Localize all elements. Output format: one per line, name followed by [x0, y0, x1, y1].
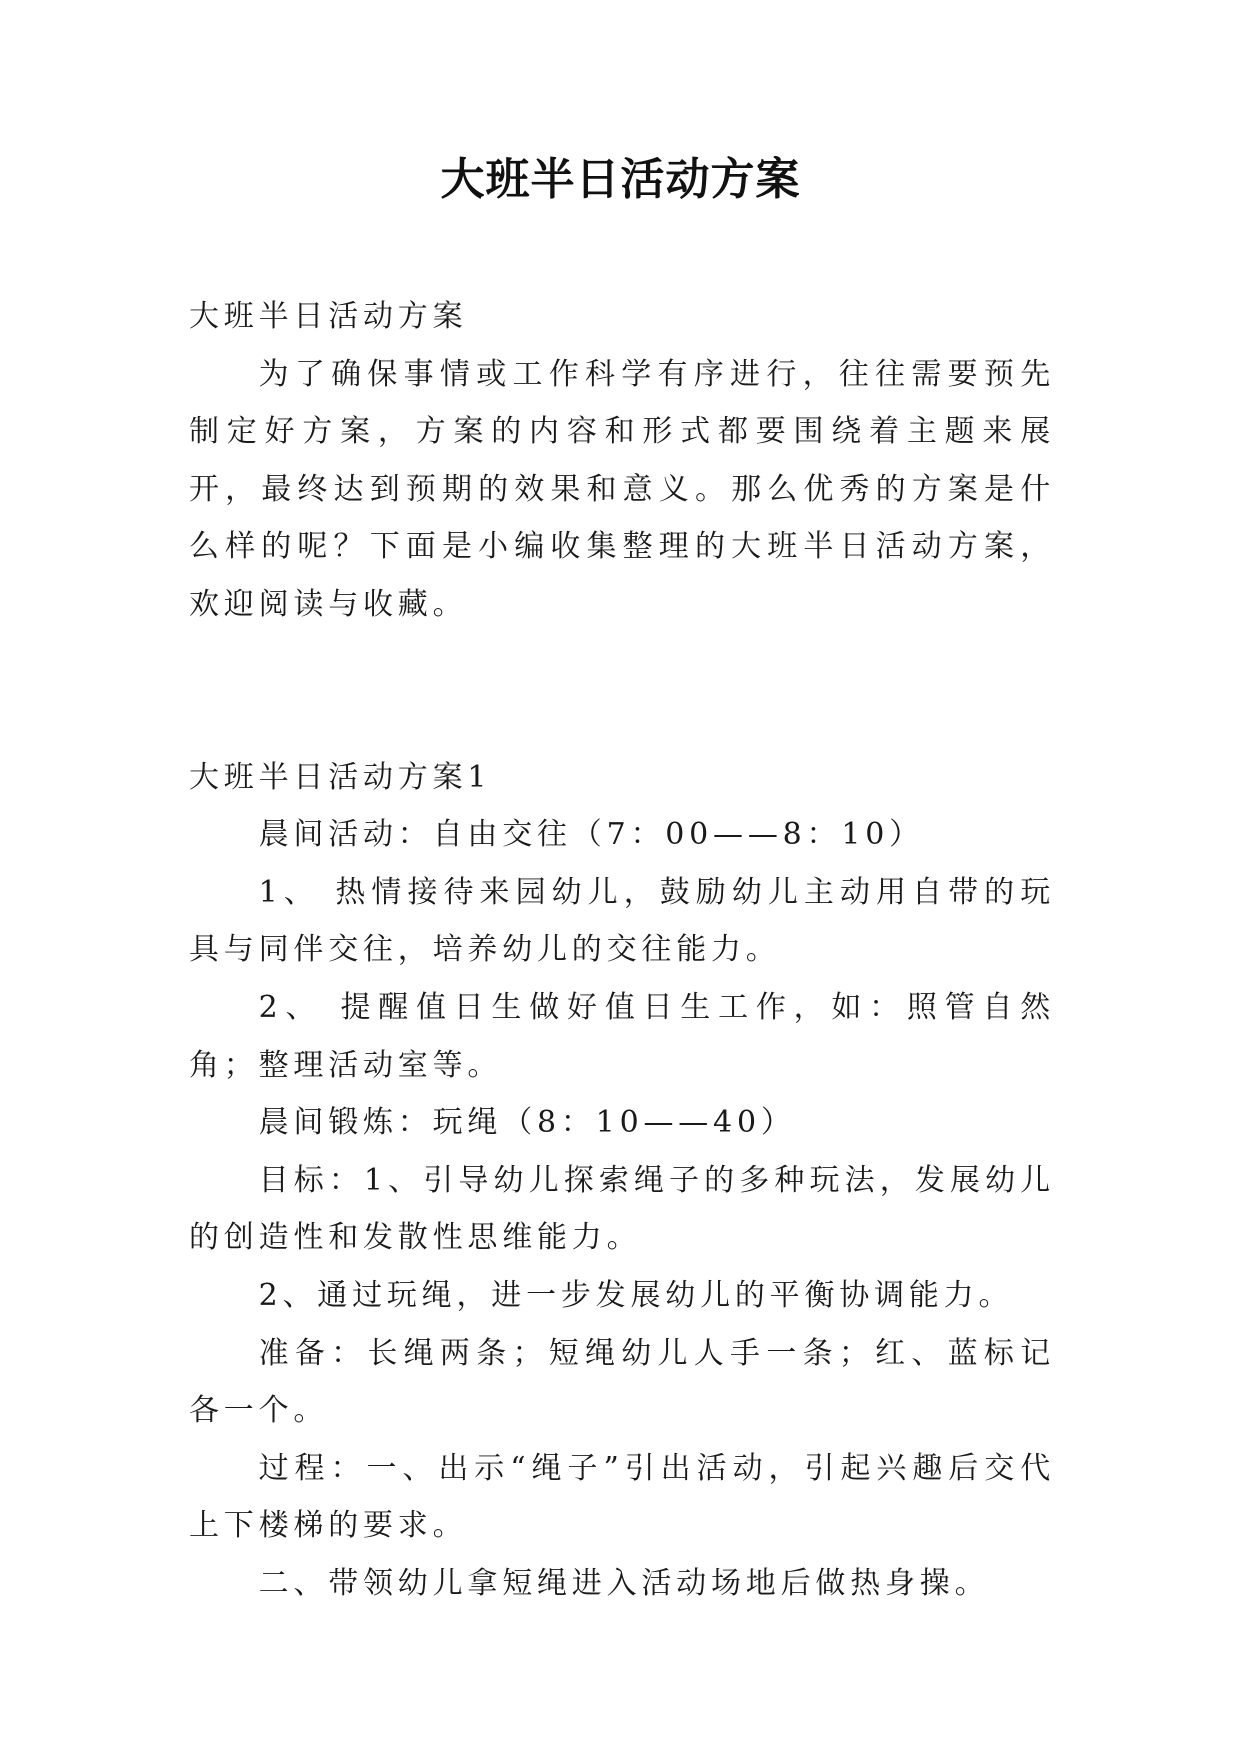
paragraph-preparation: 准备：长绳两条；短绳幼儿人手一条；红、蓝标记各一个。 — [189, 1335, 1055, 1429]
section-heading: 大班半日活动方案1 — [189, 759, 492, 795]
subtitle: 大班半日活动方案 — [189, 299, 468, 334]
intro-paragraph: 为了确保事情或工作科学有序进行，往往需要预先制定好方案，方案的内容和形式都要围绕着主题来展开，最终达到预期的效果和意义。那么优秀的方案是什么样的呢？下面是小编收集整理的大班半日活动方案，欢迎阅读与收藏。 — [189, 356, 1055, 622]
section-spacer — [189, 634, 1055, 749]
paragraph-item-1: 1、 热情接待来园幼儿，鼓励幼儿主动用自带的玩具与同伴交往，培养幼儿的交往能力。 — [189, 874, 1055, 968]
paragraph-process-2: 二、带领幼儿拿短绳进入活动场地后做热身操。 — [258, 1565, 990, 1601]
paragraph-goal-1: 目标：1、引导幼儿探索绳子的多种玩法，发展幼儿的创造性和发散性思维能力。 — [189, 1162, 1055, 1256]
paragraph-morning-activity: 晨间活动：自由交往（7：00——8：10） — [258, 817, 924, 853]
paragraph-goal-2: 2、通过玩绳，进一步发展幼儿的平衡协调能力。 — [258, 1277, 1014, 1313]
page-title: 大班半日活动方案 — [440, 154, 801, 205]
document-body — [189, 288, 1055, 1612]
paragraph-morning-exercise: 晨间锻炼：玩绳（8：10——40） — [258, 1105, 796, 1141]
paragraph-item-2: 2、 提醒值日生做好值日生工作，如：照管自然角；整理活动室等。 — [189, 989, 1055, 1083]
paragraph-process-1: 过程：一、出示“绳子”引出活动，引起兴趣后交代上下楼梯的要求。 — [189, 1450, 1055, 1544]
